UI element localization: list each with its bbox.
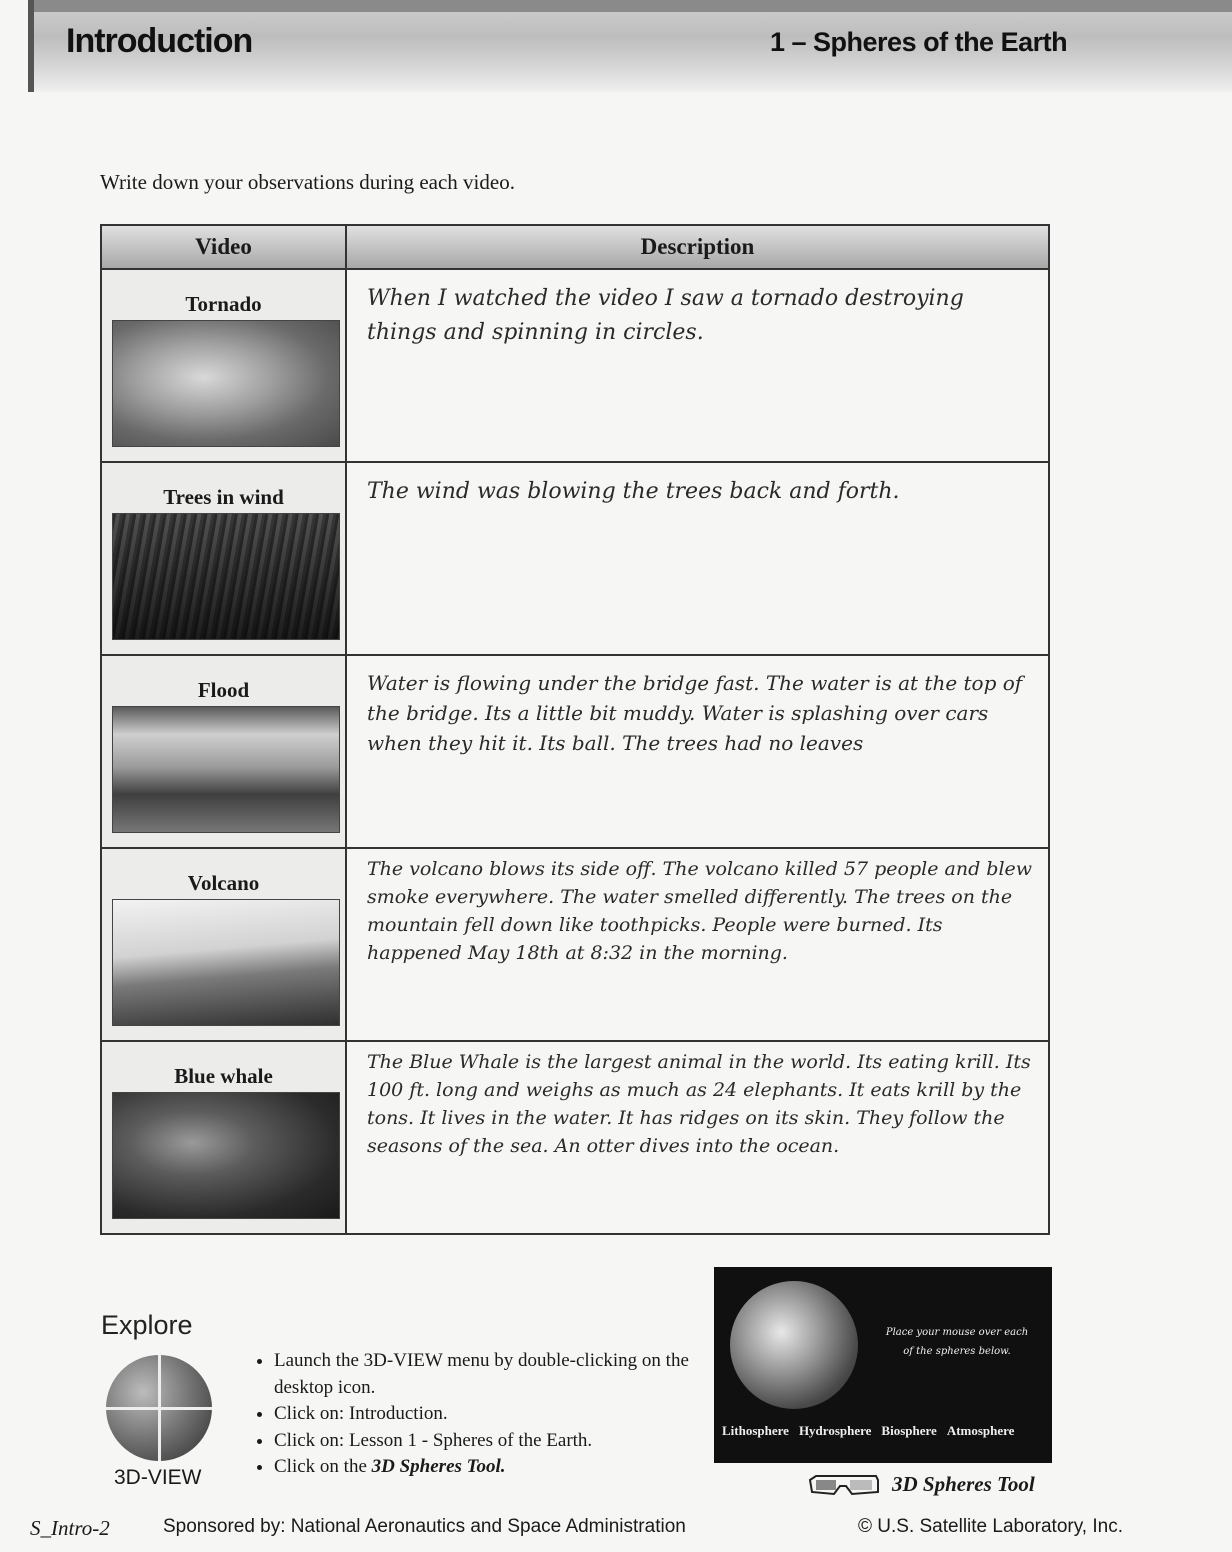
table-row [101, 269, 1049, 462]
flood-thumbnail [112, 706, 340, 833]
video-title: Flood [197, 678, 250, 702]
section-title: Introduction [66, 22, 253, 60]
step-emphasis: 3D Spheres Tool. [371, 1456, 506, 1477]
list-item [274, 1454, 714, 1481]
table-row [101, 462, 1049, 655]
video-title: Blue whale [174, 1064, 273, 1088]
earth-globe-image [730, 1281, 858, 1409]
description-cell[interactable] [346, 269, 1049, 462]
table-row [101, 1041, 1049, 1234]
video-title: Trees in wind [163, 485, 284, 509]
video-title: Volcano [187, 871, 260, 895]
description-text: The volcano blows its side off. The volcano killed 57 people and blew smoke everywhere. The water smelled differently. The trees on the mountain fell down like toothpicks. People were burned. Its happened May 18th at 8:32 in the morning. [367, 858, 1033, 964]
tool-caption: 3D Spheres Tool [892, 1472, 1035, 1496]
list-item: • Click on: Introduction. [274, 1401, 714, 1428]
description-cell[interactable] [346, 848, 1049, 1041]
3d-view-label: 3D-VIEW [114, 1466, 202, 1489]
spheres-tool-screenshot [714, 1267, 1052, 1463]
description-text: The Blue Whale is the largest animal in the world. Its eating krill. Its 100 ft. long and weighs as much as 24 elephants. It eats krill by the tons. It lives in the water. It has ridges on its skin. They follow the seasons of the sea. An otter dives into the ocean. [367, 1051, 1031, 1157]
column-header-description: Description [346, 225, 1049, 269]
description-cell[interactable] [346, 462, 1049, 655]
volcano-thumbnail [112, 899, 340, 1026]
step-prefix: Click on the [274, 1456, 372, 1477]
tool-message: Place your mouse over each of the spheres below. [885, 1327, 1029, 1357]
sphere-labels [722, 1423, 1052, 1439]
copyright-text: © U.S. Satellite Laboratory, Inc. [858, 1516, 1123, 1537]
column-header-video: Video [101, 225, 346, 269]
sphere-label-atmosphere: Atmosphere [946, 1423, 1015, 1438]
description-cell[interactable] [346, 1041, 1049, 1234]
explore-steps [244, 1348, 714, 1481]
video-cell [101, 462, 346, 655]
video-cell [101, 269, 346, 462]
3d-glasses-icon [808, 1472, 880, 1498]
description-text: When I watched the video I saw a tornado destroying things and spinning in circles. [367, 286, 964, 345]
table-header-row [101, 225, 1049, 269]
observation-table [100, 224, 1050, 1235]
list-item: • Launch the 3D-VIEW menu by double-clicking on the desktop icon. [274, 1348, 714, 1401]
sphere-label-lithosphere: Lithosphere [722, 1423, 789, 1438]
sphere-label-biosphere: Biosphere [881, 1423, 937, 1438]
table-row [101, 848, 1049, 1041]
3d-view-globe-icon [106, 1355, 212, 1461]
table-row [101, 655, 1049, 848]
tornado-thumbnail [112, 320, 340, 447]
video-title: Tornado [185, 292, 262, 316]
description-text: Water is flowing under the bridge fast. The water is at the top of the bridge. Its a little bit muddy. Water is splashing over cars when they hit it. Its ball. The trees had no leaves [367, 671, 1023, 755]
description-text: The wind was blowing the trees back and forth. [367, 479, 900, 504]
description-cell[interactable] [346, 655, 1049, 848]
video-cell [101, 848, 346, 1041]
blue-whale-thumbnail [112, 1092, 340, 1219]
page-code: S_Intro-2 [30, 1516, 110, 1540]
lesson-title: 1 – Spheres of the Earth [770, 27, 1068, 57]
list-item: • Click on: Lesson 1 - Spheres of the Earth. [274, 1428, 714, 1455]
video-cell [101, 655, 346, 848]
trees-thumbnail [112, 513, 340, 640]
sponsor-text: Sponsored by: National Aeronautics and Space Administration [163, 1516, 686, 1537]
video-cell [101, 1041, 346, 1234]
instruction-text: Write down your observations during each video. [100, 170, 515, 194]
sphere-label-hydrosphere: Hydrosphere [798, 1423, 872, 1438]
explore-heading: Explore [101, 1310, 193, 1340]
